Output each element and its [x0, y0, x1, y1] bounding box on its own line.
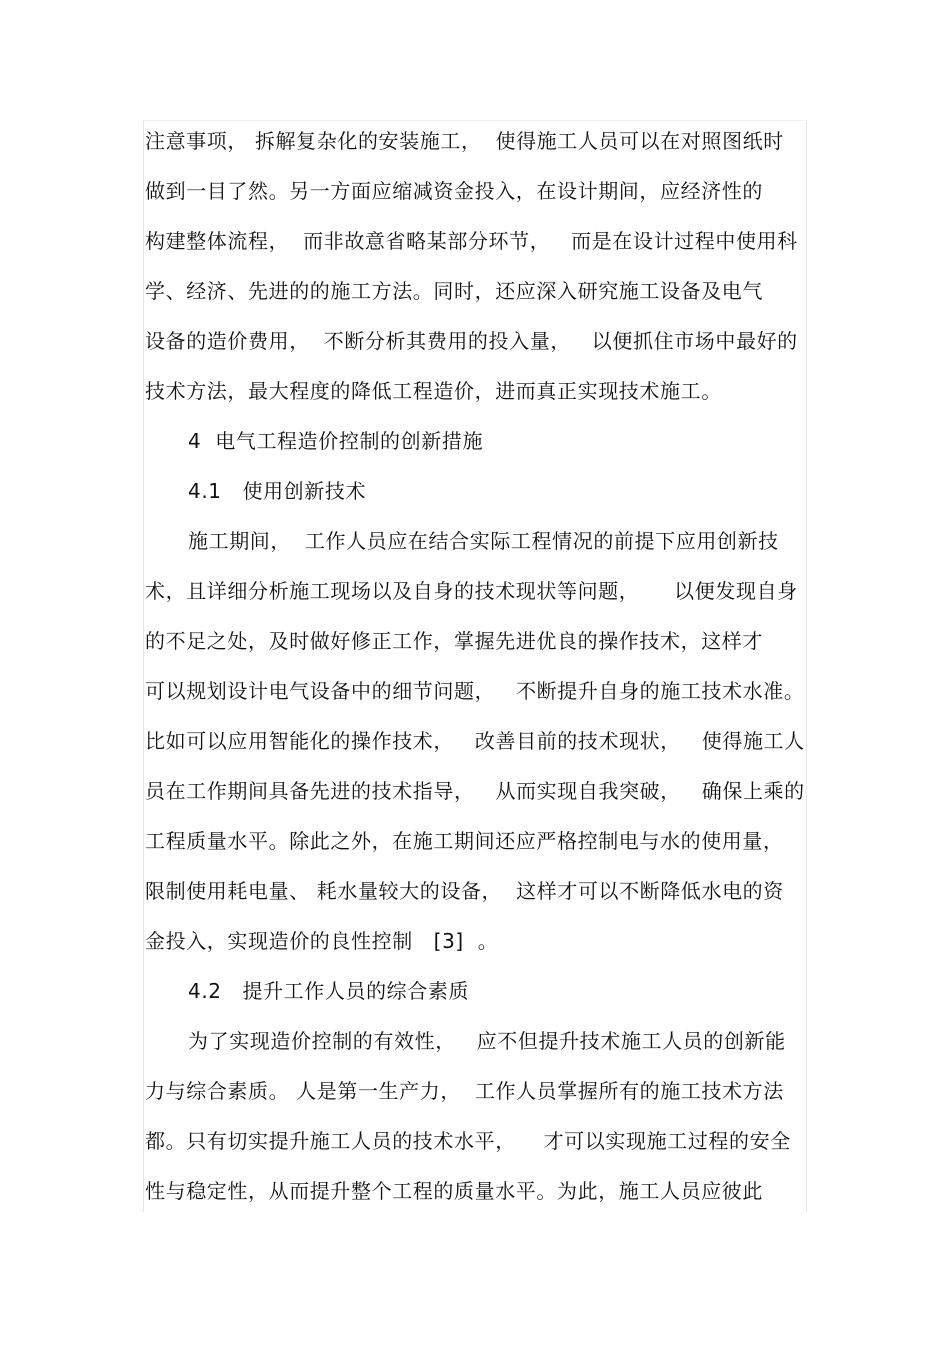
body-text-line: 术，且详细分析施工现场以及自身的技术现状等问题， 以便发现自身 [145, 579, 798, 603]
body-text-line: 限制使用耗电量、 耗水量较大的设备， 这样才可以不断降低水电的资 [145, 879, 784, 903]
body-text-line: 为了实现造价控制的有效性， 应不但提升技术施工人员的创新能 [188, 1029, 786, 1053]
subsection-heading: 4.1 使用创新技术 [188, 479, 367, 503]
section-heading: 4 电气工程造价控制的创新措施 [188, 429, 484, 453]
subsection-heading: 4.2 提升工作人员的综合素质 [188, 979, 470, 1003]
body-text-line: 力与综合素质。 人是第一生产力， 工作人员掌握所有的施工技术方法 [145, 1079, 784, 1103]
body-text-line: 性与稳定性，从而提升整个工程的质量水平。为此，施工人员应彼此 [145, 1179, 763, 1203]
body-text-line: 比如可以应用智能化的操作技术， 改善目前的技术现状， 使得施工人 [145, 729, 805, 753]
body-text-line: 做到一目了然。另一方面应缩减资金投入，在设计期间，应经济性的 [145, 179, 763, 203]
body-text-line: 技术方法，最大程度的降低工程造价，进而真正实现技术施工。 [145, 379, 722, 403]
body-text-line: 施工期间， 工作人员应在结合实际工程情况的前提下应用创新技 [188, 529, 779, 553]
body-text-line: 可以规划设计电气设备中的细节问题， 不断提升自身的施工技术水准。 [145, 679, 805, 703]
body-text-line: 都。只有切实提升施工人员的技术水平， 才可以实现施工过程的安全 [145, 1129, 791, 1153]
body-text-line: 金投入，实现造价的良性控制 [3] 。 [145, 929, 499, 953]
body-text-line: 设备的造价费用， 不断分析其费用的投入量， 以便抓住市场中最好的 [145, 329, 798, 353]
body-text-line: 注意事项， 拆解复杂化的安装施工， 使得施工人员可以在对照图纸时 [145, 129, 784, 153]
body-text-line: 构建整体流程， 而非故意省略某部分环节， 而是在设计过程中使用科 [145, 229, 798, 253]
body-text-line: 工程质量水平。除此之外，在施工期间还应严格控制电与水的使用量， [145, 829, 784, 853]
body-text-line: 的不足之处，及时做好修正工作，掌握先进优良的操作技术，这样才 [145, 629, 763, 653]
body-text-line: 员在工作期间具备先进的技术指导， 从而实现自我突破， 确保上乘的 [145, 779, 805, 803]
body-text-line: 学、经济、先进的的施工方法。同时，还应深入研究施工设备及电气 [145, 279, 763, 303]
